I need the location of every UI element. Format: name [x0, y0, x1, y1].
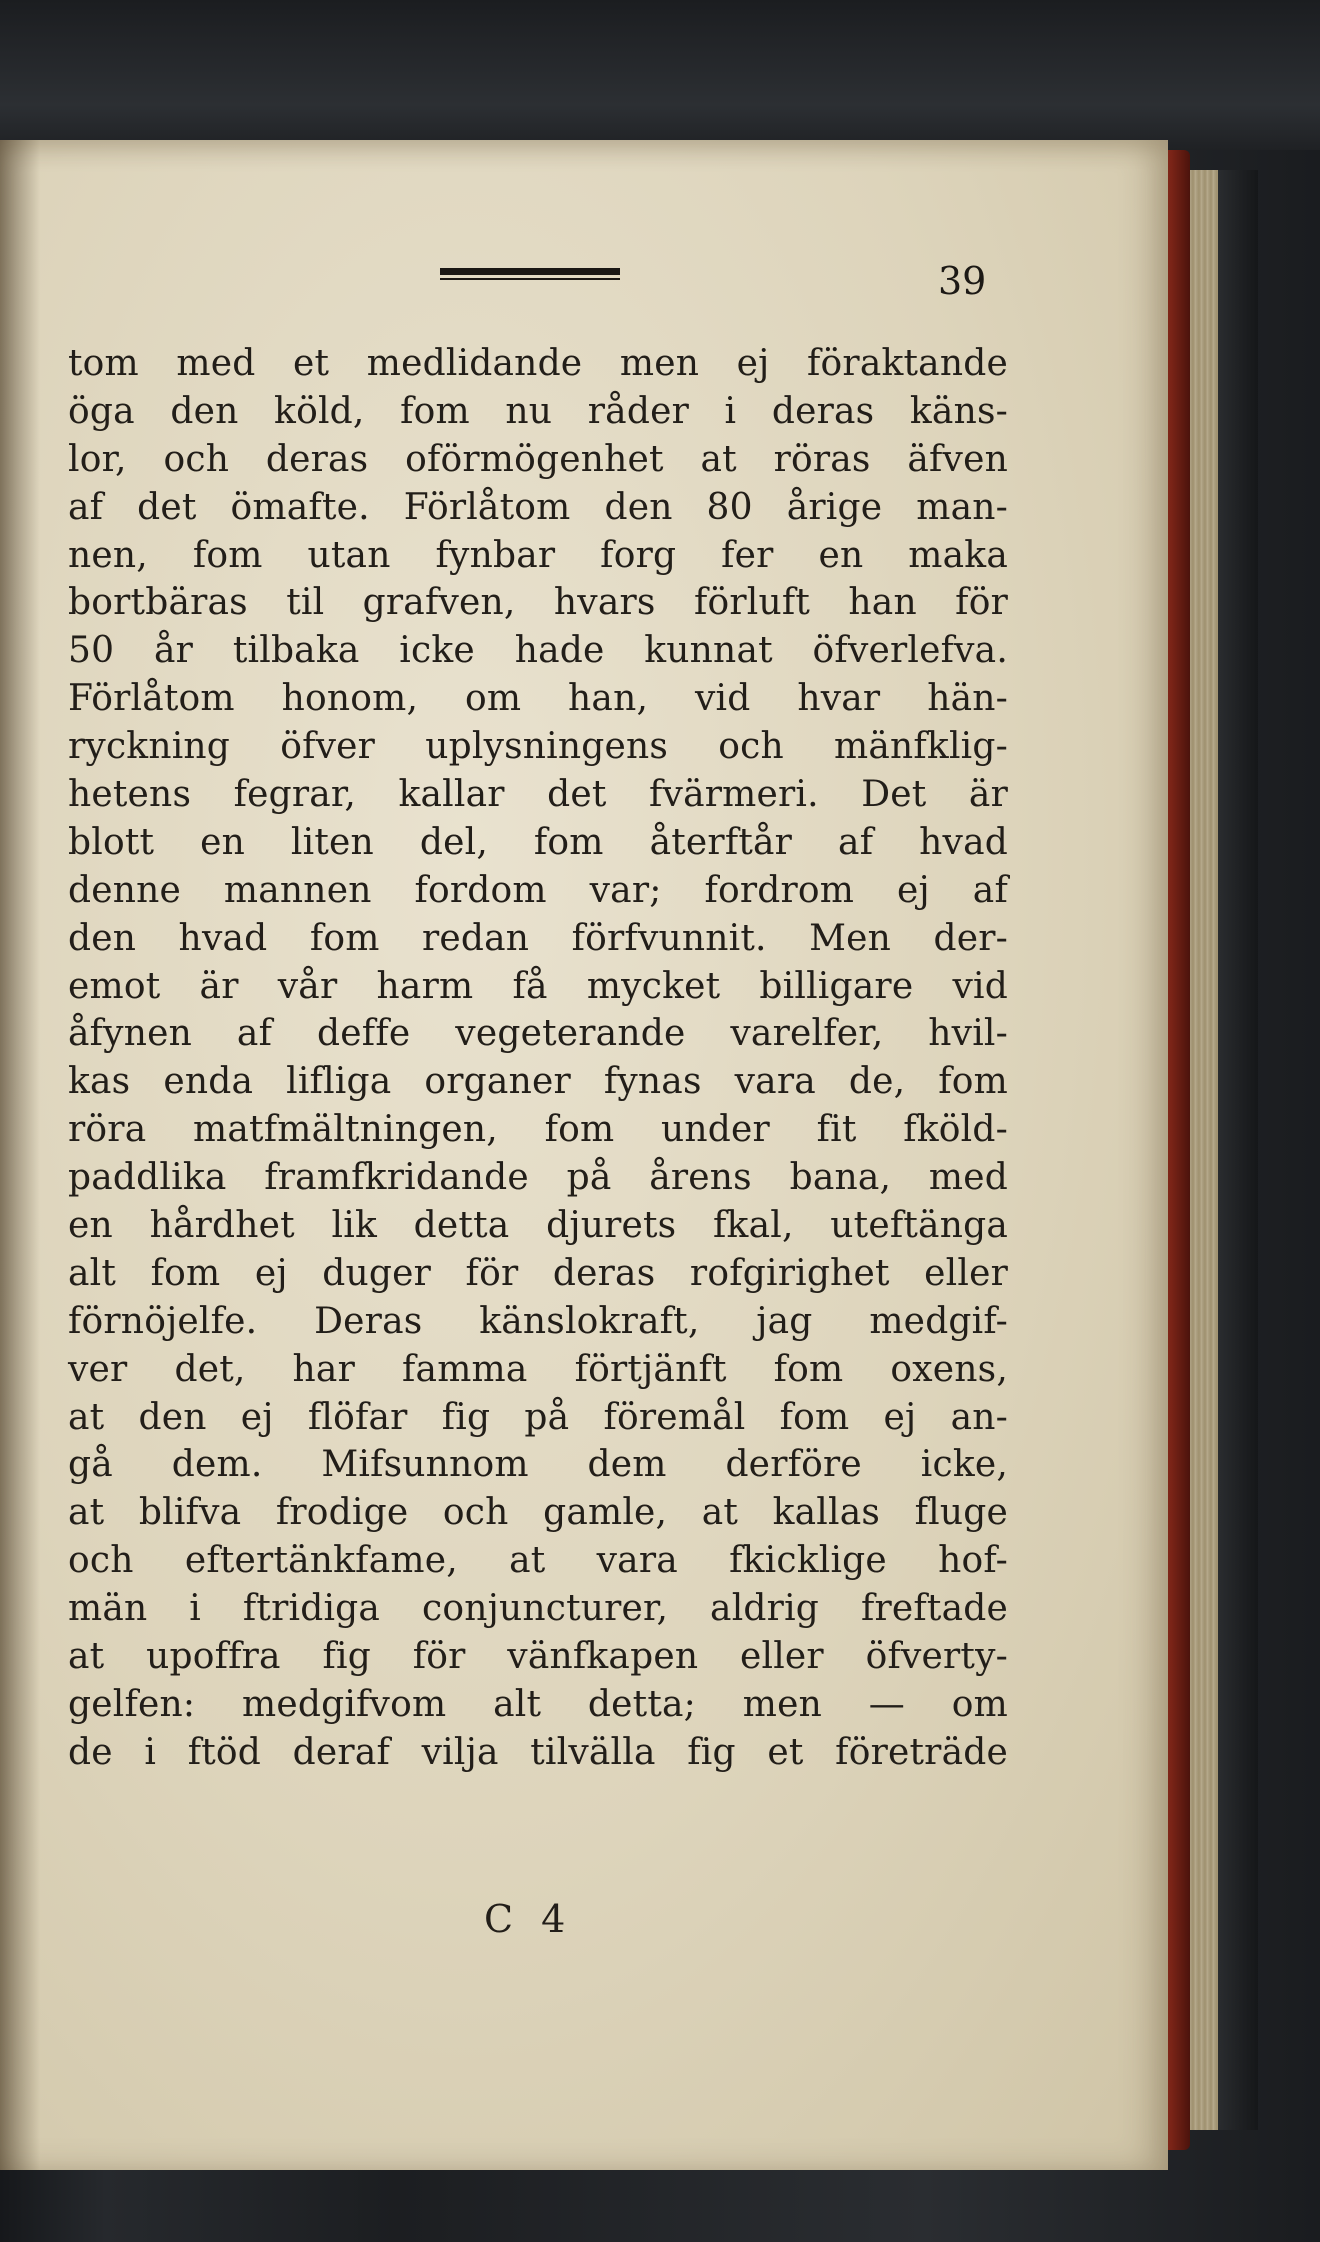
text-line: 50 år tilbaka icke hade kunnat öfverlefva.: [68, 630, 1008, 672]
text-line: öga den köld, fom nu råder i deras käns-: [68, 390, 1008, 432]
text-line: at upoffra fig för vänfkapen eller öfverty-: [68, 1636, 1008, 1678]
page-number: 39: [938, 259, 987, 303]
text-line: Förlåtom honom, om han, vid hvar hän-: [68, 678, 1008, 720]
text-line: tom med et medlidande men ej föraktande: [68, 343, 1008, 384]
text-line: kas enda lifliga organer fynas vara de, fom: [68, 1061, 1008, 1103]
book-edge-shadow: [1218, 170, 1258, 2130]
text-line: de i ftöd deraf vilja tilvälla fig et företräde: [68, 1731, 1008, 1773]
text-line: af det ömafte. Förlåtom den 80 årige man-: [68, 486, 1008, 528]
text-line: at den ej flöfar fig på föremål fom ej an-: [68, 1396, 1008, 1438]
text-line: ver det, har famma förtjänft fom oxens,: [68, 1348, 1008, 1390]
text-line: denne mannen fordom var; fordrom ej af: [68, 869, 1008, 911]
text-line: at blifva frodige och gamle, at kallas fluge: [68, 1492, 1008, 1534]
text-line: åfynen af deffe vegeterande varelfer, hvil-: [68, 1013, 1008, 1055]
text-line: den hvad fom redan förfvunnit. Men der-: [68, 917, 1008, 959]
text-line: gelfen: medgifvom alt detta; men — om: [68, 1683, 1008, 1725]
text-line: hetens fegrar, kallar det fvärmeri. Det är: [68, 774, 1008, 816]
text-line: röra matfmältningen, fom under fit fköld-: [68, 1109, 1008, 1151]
text-line: blott en liten del, fom återftår af hvad: [68, 821, 1008, 863]
text-line: ryckning öfver uplysningens och mänfklig-: [68, 726, 1008, 768]
text-line: gå dem. Mifsunnom dem derföre icke,: [68, 1444, 1008, 1486]
text-line: bortbäras til grafven, hvars förluft han för: [68, 582, 1008, 624]
page-gutter-shadow: [0, 140, 40, 2170]
text-line: emot är vår harm få mycket billigare vid: [68, 965, 1008, 1007]
text-line: alt fom ej duger för deras rofgirighet eller: [68, 1252, 1008, 1294]
text-line: nen, fom utan fynbar forg fer en maka: [68, 534, 1008, 576]
text-line: lor, och deras oförmögenhet at röras äfven: [68, 438, 1008, 480]
top-shadow: [0, 0, 1320, 150]
body-text: [68, 340, 1008, 1777]
header-rule: [440, 268, 620, 280]
text-line: en hårdhet lik detta djurets fkal, uteftänga: [68, 1205, 1008, 1247]
signature-mark: C 4: [484, 1897, 574, 1941]
text-line: förnöjelfe. Deras känslokraft, jag medgif-: [68, 1300, 1008, 1342]
text-line: paddlika framfkridande på årens bana, med: [68, 1157, 1008, 1199]
text-line: och eftertänkfame, at vara fkicklige hof-: [68, 1540, 1008, 1582]
text-line: män i ftridiga conjuncturer, aldrig freftade: [68, 1588, 1008, 1630]
